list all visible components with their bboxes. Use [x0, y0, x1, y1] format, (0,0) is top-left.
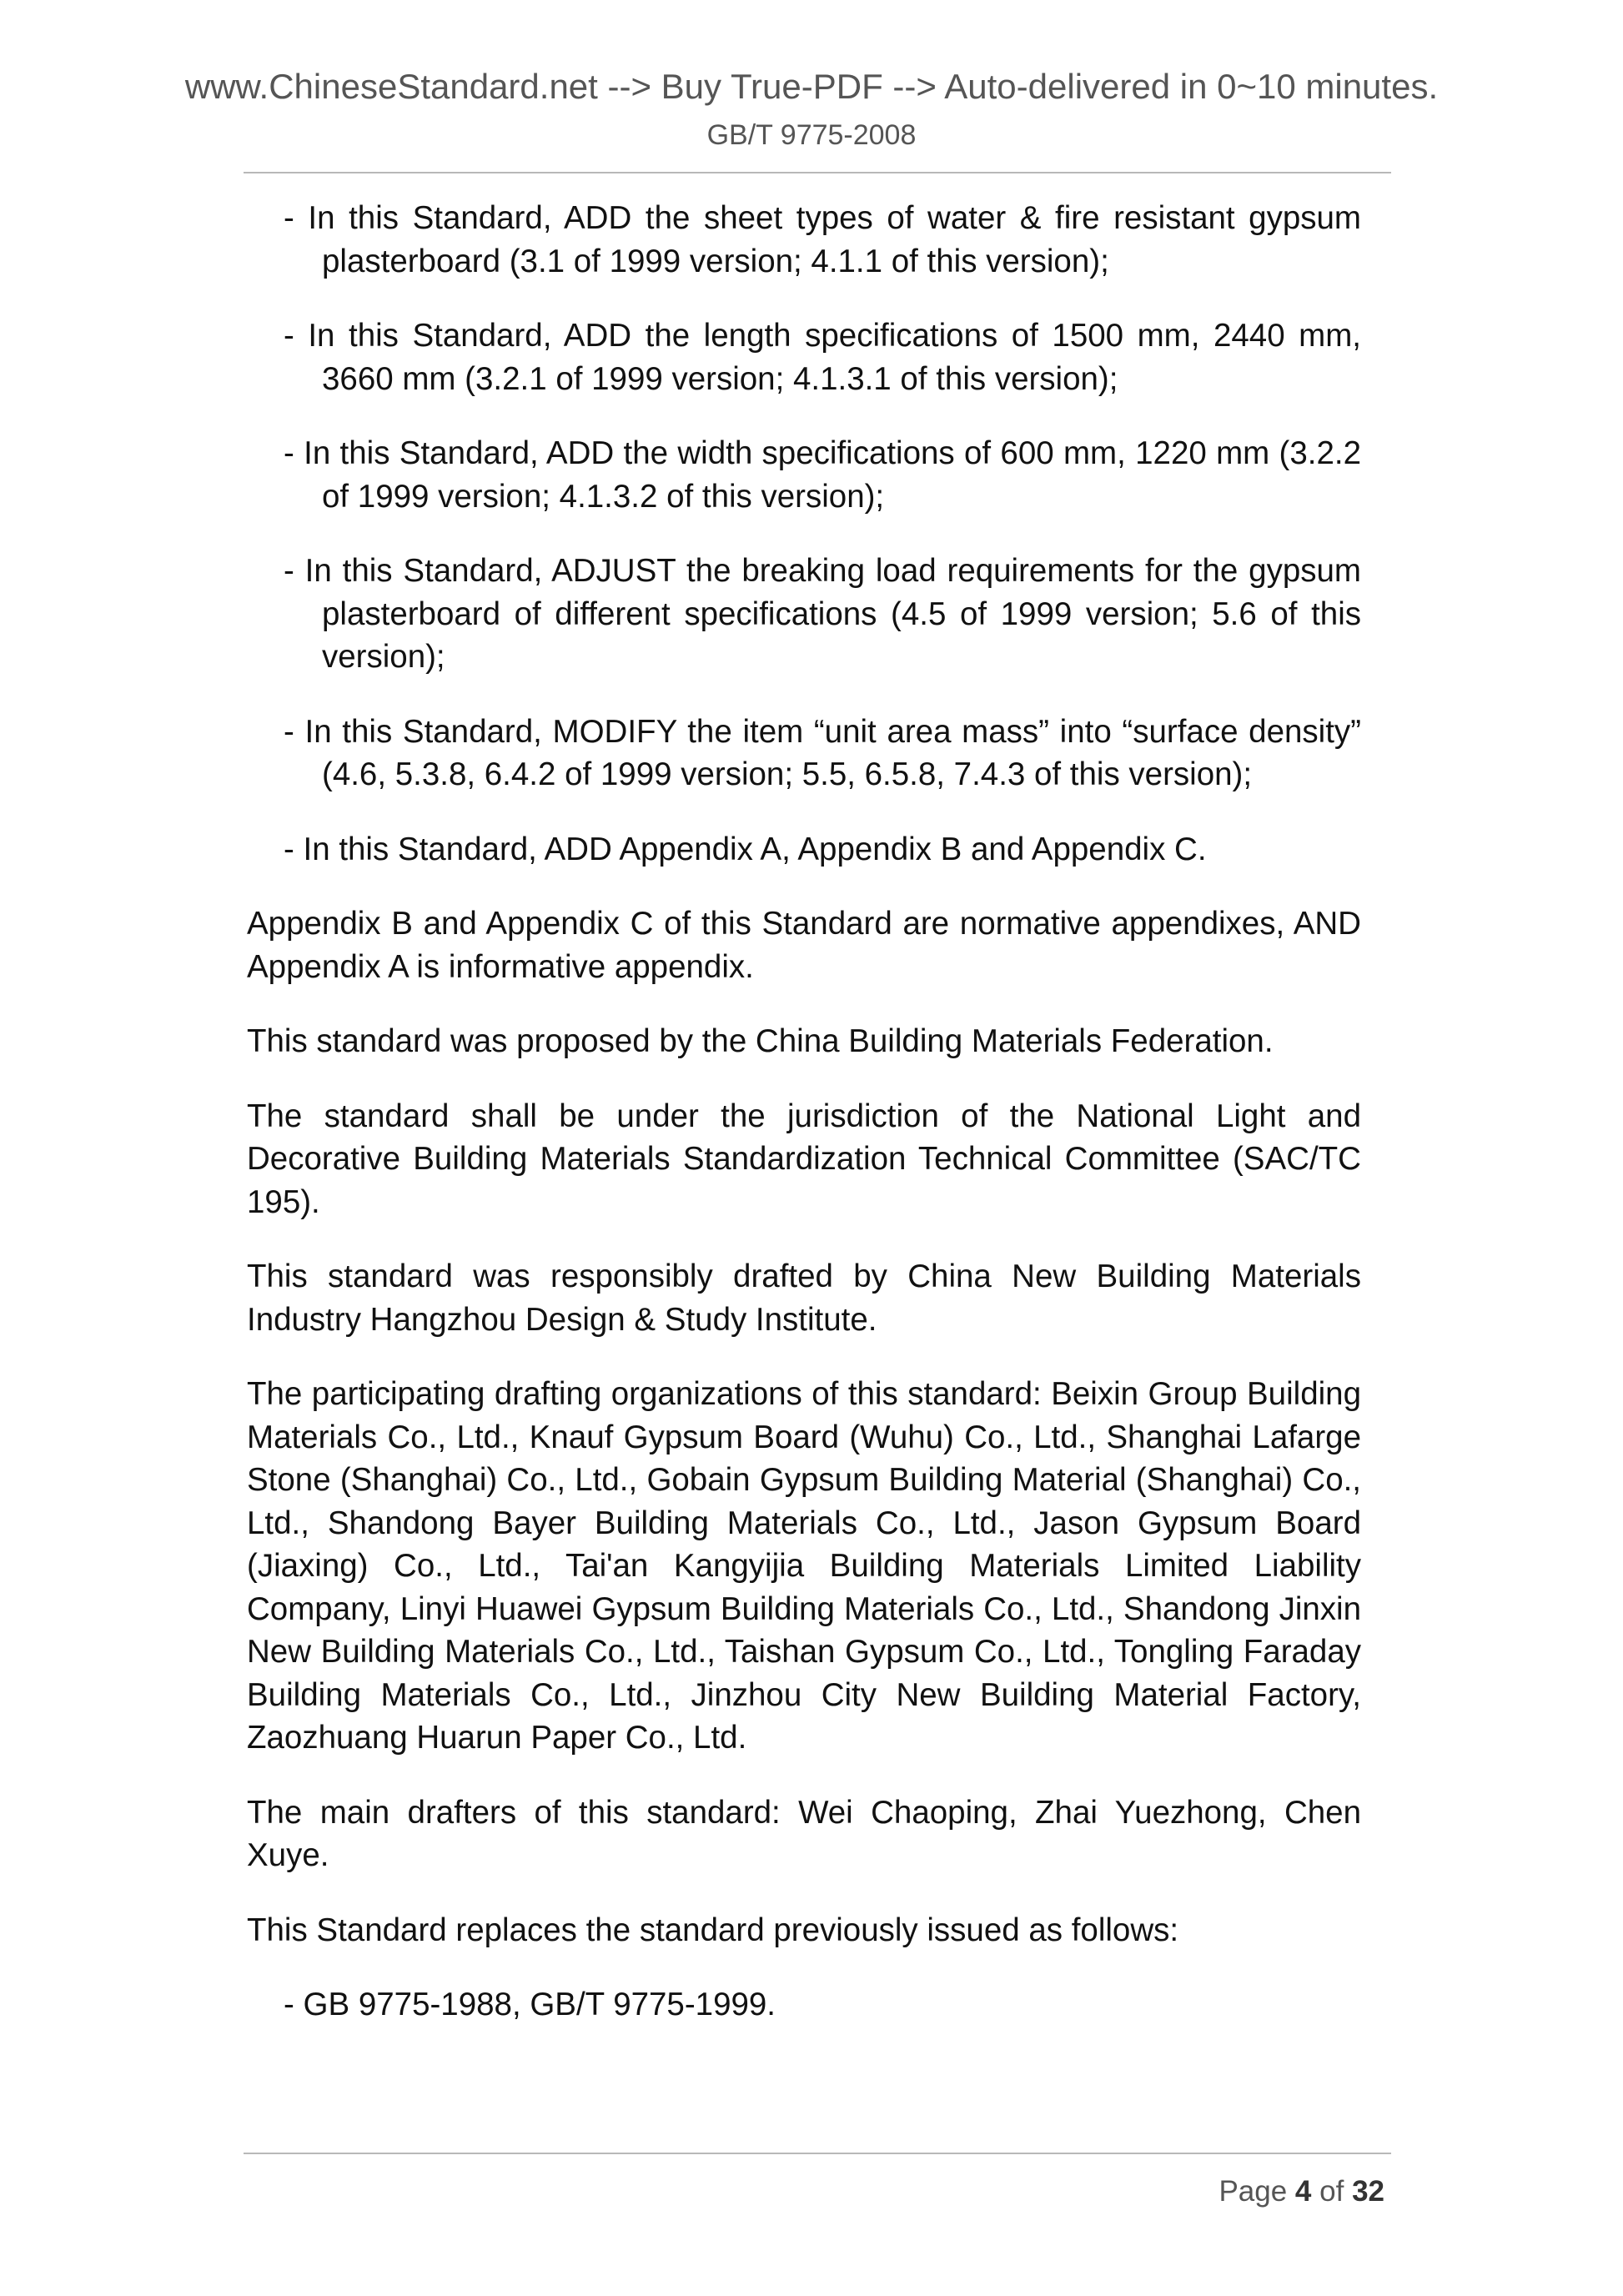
- change-item: - In this Standard, ADD the width specifications of 600 mm, 1220 mm (3.2.2 of 1999 version; 4.1.3.2 of this version);: [284, 435, 1361, 515]
- replaces-statement: This Standard replaces the standard previously issued as follows:: [247, 1912, 1179, 1948]
- standard-number: GB/T 9775-2008: [706, 119, 917, 151]
- change-item: - In this Standard, ADD the length specifications of 1500 mm, 2440 mm, 3660 mm (3.2.1 of 1999 version; 4.1.3.1 of this version);: [284, 318, 1361, 397]
- header-divider: [244, 172, 1391, 173]
- drafted-by: This standard was responsibly drafted by China New Building Materials Industry Hangzhou Design & Study Institute.: [247, 1259, 1361, 1338]
- change-item: - In this Standard, ADJUST the breaking load requirements for the gypsum plasterboard of different specifications (4.5 of 1999 version; 5.6 of this version);: [284, 553, 1361, 675]
- previous-editions: - GB 9775-1988, GB/T 9775-1999.: [284, 1987, 776, 2022]
- page-number: [1219, 2175, 1384, 2208]
- change-item: - In this Standard, MODIFY the item “unit area mass” into “surface density” (4.6, 5.3.8, 6.4.2 of 1999 version; 5.5, 6.5.8, 7.4.3 of this version);: [284, 713, 1361, 792]
- change-item: - In this Standard, ADD the sheet types of water & fire resistant gypsum plasterboard (3.1 of 1999 version; 4.1.1 of this version);: [284, 200, 1361, 279]
- document-body: [247, 197, 1361, 2058]
- footer-divider: [244, 2153, 1391, 2154]
- current-page: 4: [1294, 2175, 1312, 2208]
- appendix-note: Appendix B and Appendix C of this Standard are normative appendixes, AND Appendix A is informative appendix.: [247, 906, 1361, 985]
- total-pages: 32: [1352, 2175, 1384, 2208]
- jurisdiction: The standard shall be under the jurisdiction of the National Light and Decorative Building Materials Standardization Technical Committee (SAC/TC 195).: [247, 1098, 1361, 1220]
- page-label: Page: [1219, 2175, 1288, 2208]
- change-item: - In this Standard, ADD Appendix A, Appendix B and Appendix C.: [284, 831, 1207, 867]
- main-drafters: The main drafters of this standard: Wei Chaoping, Zhai Yuezhong, Chen Xuye.: [247, 1794, 1361, 1873]
- header-banner: www.ChineseStandard.net --> Buy True-PDF --> Auto-delivered in 0~10 minutes.: [184, 67, 1439, 106]
- of-label: of: [1319, 2175, 1344, 2208]
- participating-organizations: The participating drafting organizations of this standard: Beixin Group Building Materials Co., Ltd., Knauf Gypsum Board (Wuhu) Co., Ltd., Shanghai Lafarge Stone (Shanghai) Co., Ltd., Gobain Gypsum Building Material (Shanghai) Co., Ltd., Shandong Bayer Building Materials Co., Ltd., Jason Gypsum Board (Jiaxing) Co., Ltd., Tai'an Kangyijia Building Materials Limited Liability Company, Linyi Huawei Gypsum Building Materials Co., Ltd., Shandong Jinxin New Building Materials Co., Ltd., Taishan Gypsum Co., Ltd., Tongling Faraday Building Materials Co., Ltd., Jinzhou City New Building Material Factory, Zaozhuang Huarun Paper Co., Ltd.: [247, 1376, 1361, 1756]
- proposed-by: This standard was proposed by the China Building Materials Federation.: [247, 1023, 1274, 1059]
